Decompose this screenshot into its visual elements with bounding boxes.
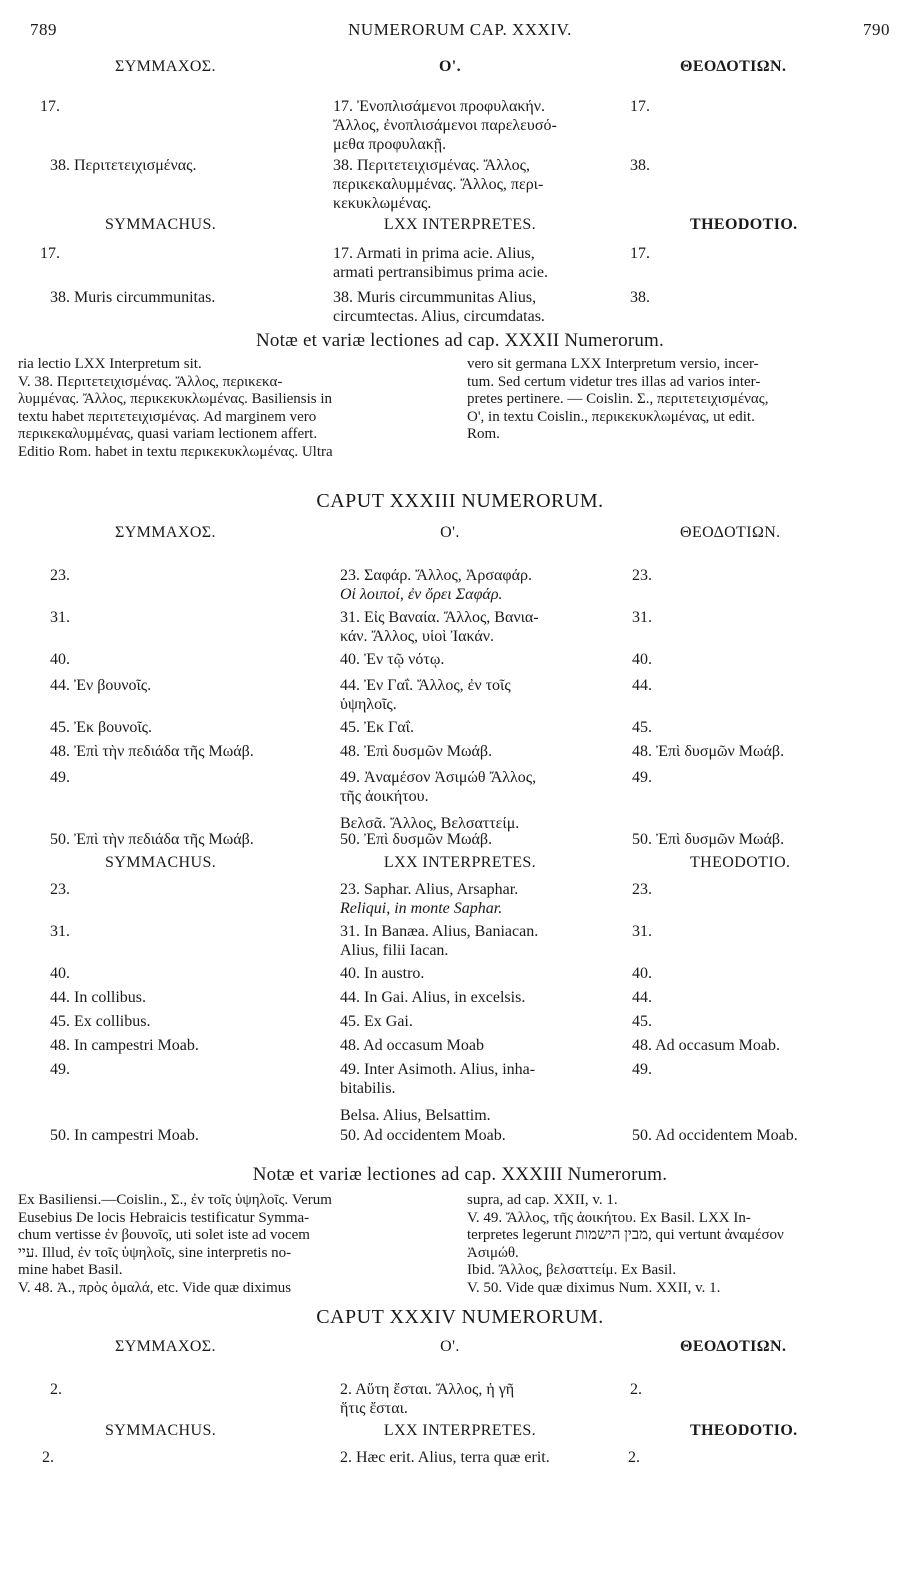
s32l-row1-right: 17. — [630, 245, 650, 262]
text-line: 44. Ἐν Γαΐ. Ἄλλος, ἐν τοῖς — [340, 677, 511, 694]
s32g-row2-middle — [333, 156, 618, 213]
note-line: mine habet Basil. — [18, 1262, 123, 1278]
notes33-heading: Notæ et variæ lectiones ad cap. XXXIII Numerorum. — [252, 1164, 668, 1185]
heading-lxx-greek-34: Ο'. — [440, 1338, 460, 1355]
text-line: Reliqui, in monte Saphar. — [340, 900, 503, 917]
s32g-row1-right: 17. — [630, 98, 650, 115]
s32l-row1-left: 17. — [40, 245, 60, 262]
running-title: NUMERORUM CAP. XXXIV. — [348, 20, 572, 39]
heading-theodotion-greek-34: ΘΕΟΔΟΤΙΩΝ. — [680, 1338, 787, 1355]
heading-theodotio-latin-33: THEODOTIO. — [690, 854, 791, 871]
text-line: 50. Ἐπὶ δυσμῶν Μωάβ. — [340, 831, 493, 848]
text-line: 38. Muris circummunitas Alius, — [333, 289, 537, 306]
c33g-row-left: 44. Ἐν βουνοῖς. — [50, 677, 152, 694]
c33l-row-middle — [340, 922, 625, 960]
s32l-row2-right: 38. — [630, 289, 650, 306]
c34g-row-left: 2. — [50, 1381, 62, 1398]
text-line: Βελσᾶ. Ἄλλος, Βελσαττείμ. — [340, 815, 520, 832]
text-line: Belsa. Alius, Belsattim. — [340, 1107, 491, 1124]
c33g-row-left: 23. — [50, 567, 70, 584]
note-line: textu habet περιτετειχισμένας. Ad marginem vero — [18, 408, 317, 425]
right-page-number: 790 — [863, 20, 890, 39]
c33g-row-middle — [340, 718, 625, 737]
c33l-row-middle — [340, 880, 625, 918]
c33g-row-right: 49. — [632, 769, 652, 786]
text-line: 31. Εἰς Βαναία. Ἄλλος, Βανια- — [340, 609, 539, 626]
c33g-row-left: 48. Ἐπὶ τὴν πεδιάδα τῆς Μωάβ. — [50, 743, 254, 760]
s32g-row2-right: 38. — [630, 157, 650, 174]
c33l-row-left: 44. In collibus. — [50, 989, 146, 1006]
c33l-row-left: 48. In campestri Moab. — [50, 1037, 199, 1054]
text-line: κεκυκλωμένας. — [333, 195, 432, 212]
c33l-row-middle — [340, 988, 625, 1007]
text-line: Οἱ λοιποί, ἐν ὄρει Σαφάρ. — [340, 586, 503, 603]
note-line: terpretes legerunt מבין הישמות, qui vertunt ἀναμέσον — [467, 1227, 784, 1243]
text-line: 49. Ἀναμέσον Ἀσιμώθ Ἄλλος, — [340, 769, 537, 786]
c34g-row-right: 2. — [630, 1381, 642, 1398]
text-line: 44. In Gai. Alius, in excelsis. — [340, 989, 526, 1006]
heading-theodotion-greek: ΘΕΟΔΟΤΙΩΝ. — [680, 58, 787, 75]
text-line: 48. Ἐπὶ δυσμῶν Μωάβ. — [340, 743, 493, 760]
text-line: 23. Saphar. Alius, Arsaphar. — [340, 881, 519, 898]
c33g-row-middle — [340, 650, 625, 669]
c33l-row-middle — [340, 1126, 625, 1145]
c33g-row-middle — [340, 830, 625, 849]
note-line: V. 48. Ἀ., πρὸς ὁμαλά, etc. Vide quæ diximus — [18, 1279, 292, 1296]
note-line: λυμμένας. Ἄλλος, περικεκυκλωμένας. Basiliensis in — [18, 391, 333, 407]
notes33-right-column — [467, 1192, 907, 1297]
c33g-row-left: 40. — [50, 651, 70, 668]
heading-theodotio-latin: THEODOTIO. — [690, 216, 798, 233]
note-line: V. 49. Ἄλλος, τῆς ἀοικήτου. Ex Basil. LXX In- — [467, 1209, 751, 1226]
text-line: περικεκαλυμμένας. Ἄλλος, περι- — [333, 176, 544, 193]
c33g-row-middle — [340, 608, 625, 646]
s32l-row2-middle — [333, 288, 618, 326]
heading-symmachus-greek-33: ΣΥΜΜΑΧΟΣ. — [115, 524, 216, 541]
text-line: 40. In austro. — [340, 965, 425, 982]
note-line: V. 38. Περιτετειχισμένας. Ἄλλος, περικεκα- — [18, 373, 283, 390]
text-line: Ἄλλος, ἐνοπλισάμενοι παρελευσό- — [333, 117, 557, 134]
s32l-row2-left: 38. Muris circummunitas. — [50, 289, 216, 306]
c34g-row-middle — [340, 1380, 625, 1418]
heading-theodotio-latin-34: THEODOTIO. — [690, 1422, 798, 1439]
text-line: 2. Αὕτη ἔσται. Ἄλλος, ἡ γῆ — [340, 1381, 515, 1398]
c33g-row-middle — [340, 742, 625, 761]
note-line: supra, ad cap. XXII, v. 1. — [467, 1192, 618, 1208]
c33g-row-right: 45. — [632, 719, 652, 736]
note-line: Ibid. Ἄλλος, βελσαττείμ. Ex Basil. — [467, 1262, 677, 1278]
heading-lxx-greek-33: Ο'. — [440, 524, 460, 541]
c33l-row-middle — [340, 964, 625, 983]
text-line: 17. Ἐνοπλισάμενοι προφυλακήν. — [333, 98, 546, 115]
note-line: pretes pertinere. — Coislin. Σ., περιτετειχισμένας, — [467, 391, 769, 407]
text-line: 23. Σαφάρ. Ἄλλος, Ἀρσαφάρ. — [340, 567, 532, 584]
heading-lxx-latin: LXX INTERPRETES. — [383, 216, 537, 233]
text-line: 38. Περιτετειχισμένας. Ἄλλος, — [333, 157, 530, 174]
note-line: Ἀσιμώθ. — [467, 1244, 519, 1261]
c33l-row-right: 49. — [632, 1061, 652, 1078]
c33l-row-left: 40. — [50, 965, 70, 982]
note-line: V. 50. Vide quæ diximus Num. XXII, v. 1. — [467, 1279, 721, 1296]
c33l-row-right: 45. — [632, 1013, 652, 1030]
note-line: Ex Basiliensi.—Coislin., Σ., ἐν τοῖς ὑψηλοῖς. Verum — [18, 1192, 332, 1208]
text-line: 45. Ἐκ Γαΐ. — [340, 719, 414, 736]
note-line: chum vertisse ἐν βουνοῖς, uti solet iste ad vocem — [18, 1227, 310, 1243]
note-line: ria lectio LXX Interpretum sit. — [18, 356, 202, 372]
heading-symmachus-greek: ΣΥΜΜΑΧΟΣ. — [115, 58, 216, 75]
c33l-row-left: 23. — [50, 881, 70, 898]
heading-symmachus-latin-34: SYMMACHUS. — [105, 1422, 217, 1439]
c34l-row-right: 2. — [628, 1449, 640, 1466]
c33l-row-left: 45. Ex collibus. — [50, 1013, 151, 1030]
text-line: 49. Inter Asimoth. Alius, inha- — [340, 1061, 536, 1078]
text-line: μεθα προφυλακῇ. — [333, 136, 447, 153]
s32g-row2-left: 38. Περιτετειχισμένας. — [50, 157, 197, 174]
s32g-row1-middle — [333, 97, 618, 154]
c33g-row-middle — [340, 676, 625, 714]
c33g-row-right: 48. Ἐπὶ δυσμῶν Μωάβ. — [632, 743, 785, 760]
c33l-row-middle — [340, 1012, 625, 1031]
note-line: עיי. Illud, ἐν τοῖς ὑψηλοῖς, sine interpretis no- — [18, 1244, 292, 1261]
text-line: 48. Ad occasum Moab — [340, 1037, 484, 1054]
c33l-row-left: 31. — [50, 923, 70, 940]
text-line: circumtectas. Alius, circumdatas. — [333, 308, 545, 325]
note-line: Rom. — [467, 426, 500, 442]
c33l-row-right: 40. — [632, 965, 652, 982]
left-page-number: 789 — [30, 20, 57, 39]
c33g-row-right: 40. — [632, 651, 652, 668]
text-line: armati pertransibimus prima acie. — [333, 264, 549, 281]
c33g-row-right: 31. — [632, 609, 652, 626]
heading-lxx-latin-34: LXX INTERPRETES. — [383, 1422, 537, 1439]
note-line: Editio Rom. habet in textu περικεκυκλωμένας. Ultra — [18, 443, 333, 460]
text-line: Alius, filii Iacan. — [340, 942, 449, 959]
c33l-row-left: 49. — [50, 1061, 70, 1078]
c33l-row-right: 23. — [632, 881, 652, 898]
text-line: κάν. Ἄλλος, υἱοὶ Ἰακάν. — [340, 628, 495, 645]
text-line: τῆς ἀοικήτου. — [340, 788, 429, 805]
heading-lxx-greek: Ο'. — [438, 58, 462, 75]
notes32-right-column — [467, 356, 907, 444]
c33l-row-right: 50. Ad occidentem Moab. — [632, 1127, 798, 1144]
caput34-title: CAPUT XXXIV NUMERORUM. — [316, 1306, 604, 1328]
text-line: 31. In Banæa. Alius, Baniacan. — [340, 923, 539, 940]
notes33-left-column — [18, 1192, 458, 1297]
heading-theodotion-greek-33: ΘΕΟΔΟΤΙΩΝ. — [680, 524, 781, 541]
c33g-row-right: 44. — [632, 677, 652, 694]
heading-symmachus-latin-33: SYMMACHUS. — [105, 854, 217, 871]
text-line: 40. Ἐν τῷ νότῳ. — [340, 651, 445, 668]
c33g-row-left: 45. Ἐκ βουνοῖς. — [50, 719, 152, 736]
c33g-row-left: 31. — [50, 609, 70, 626]
c33g-row-left: 50. Ἐπὶ τὴν πεδιάδα τῆς Μωάβ. — [50, 831, 254, 848]
c33g-row-left: 49. — [50, 769, 70, 786]
text-line: ὑψηλοῖς. — [340, 696, 397, 713]
note-line: vero sit germana LXX Interpretum versio, incer- — [467, 356, 759, 372]
c33l-row-left: 50. In campestri Moab. — [50, 1127, 199, 1144]
note-line: περικεκαλυμμένας, quasi variam lectionem affert. — [18, 426, 318, 442]
notes32-left-column — [18, 356, 458, 461]
c33g-row-right: 23. — [632, 567, 652, 584]
note-line: Ο', in textu Coislin., περικεκυκλωμένας, ut edit. — [467, 408, 755, 425]
text-line: bitabilis. — [340, 1080, 396, 1097]
c34l-row-middle — [340, 1448, 625, 1467]
s32l-row1-middle — [333, 244, 618, 282]
notes32-heading: Notæ et variæ lectiones ad cap. XXXII Numerorum. — [256, 330, 664, 351]
heading-symmachus-latin: SYMMACHUS. — [105, 216, 217, 233]
c34l-row-left: 2. — [42, 1449, 54, 1466]
c33l-row-middle — [340, 1036, 625, 1055]
c33g-row-middle — [340, 768, 625, 833]
note-line: tum. Sed certum videtur tres illas ad varios inter- — [467, 373, 761, 390]
c33l-row-right: 31. — [632, 923, 652, 940]
caput33-title: CAPUT XXXIII NUMERORUM. — [316, 490, 604, 512]
c33g-row-middle — [340, 566, 625, 604]
s32g-row1-left: 17. — [40, 98, 60, 115]
c33l-row-right: 48. Ad occasum Moab. — [632, 1037, 780, 1054]
text-line: 50. Ad occidentem Moab. — [340, 1127, 506, 1144]
c33l-row-middle — [340, 1060, 625, 1125]
text-line: 17. Armati in prima acie. Alius, — [333, 245, 535, 262]
text-line: 45. Ex Gai. — [340, 1013, 413, 1030]
c33l-row-right: 44. — [632, 989, 652, 1006]
text-line: ἥτις ἔσται. — [340, 1400, 408, 1417]
c33g-row-right: 50. Ἐπὶ δυσμῶν Μωάβ. — [632, 831, 785, 848]
note-line: Eusebius De locis Hebraicis testificatur Symma- — [18, 1209, 310, 1226]
heading-symmachus-greek-34: ΣΥΜΜΑΧΟΣ. — [115, 1338, 216, 1355]
heading-lxx-latin-33: LXX INTERPRETES. — [383, 854, 537, 871]
text-line: 2. Hæc erit. Alius, terra quæ erit. — [340, 1449, 550, 1466]
